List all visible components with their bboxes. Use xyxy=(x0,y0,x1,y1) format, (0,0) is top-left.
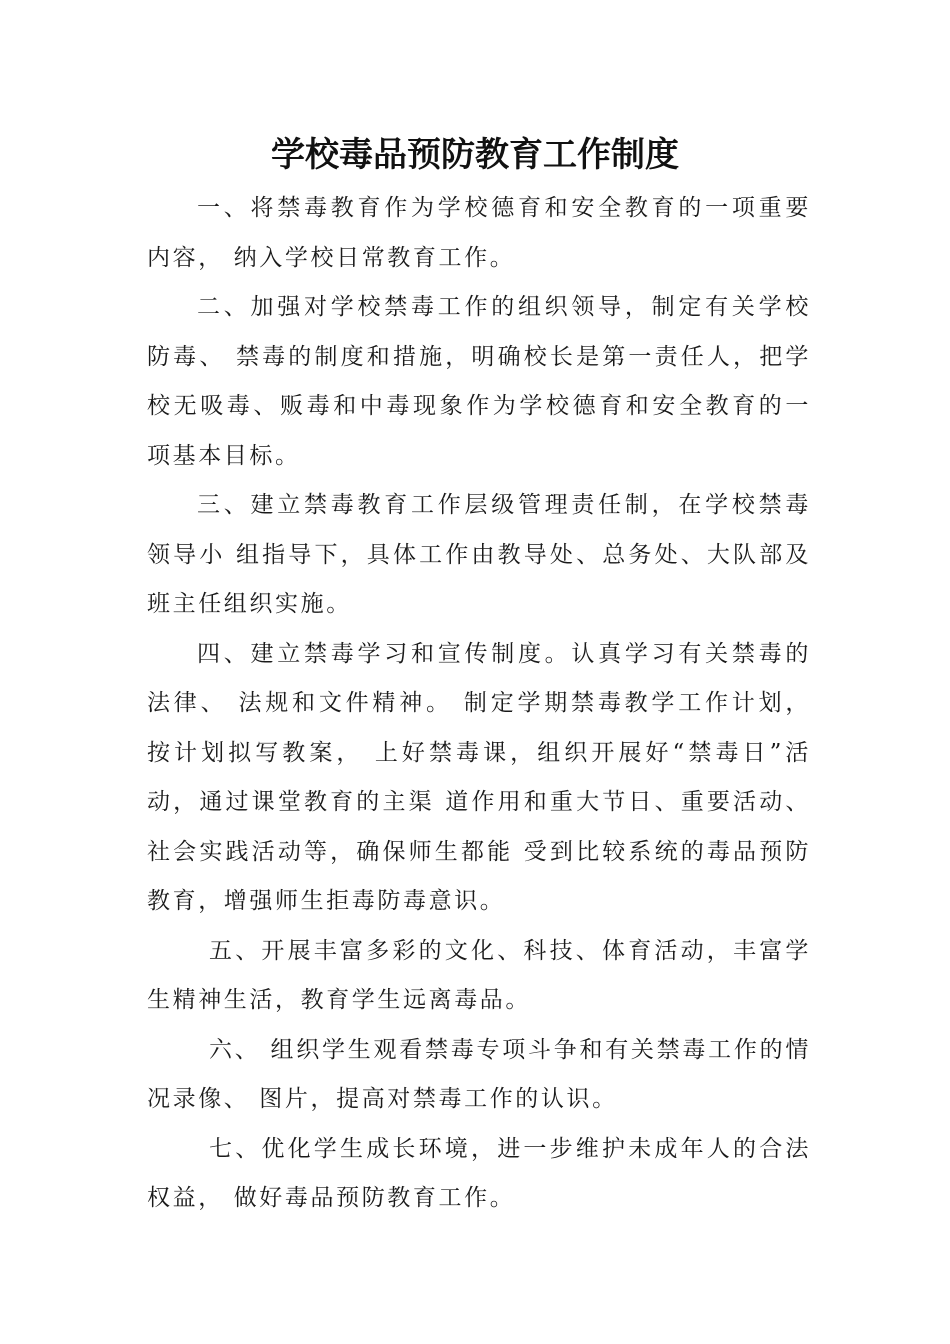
paragraph-2: 二、加强对学校禁毒工作的组织领导，制定有关学校防毒、 禁毒的制度和措施，明确校长是第一责任人，把学校无吸毒、贩毒和中毒现象作为学校德育和安全教育的一项基本目标。 xyxy=(147,294,811,469)
paragraph-1: 一、将禁毒教育作为学校德育和安全教育的一项重要内容， 纳入学校日常教育工作。 xyxy=(147,195,811,271)
paragraph-5: 五、开展丰富多彩的文化、科技、体育活动，丰富学生精神生活，教育学生远离毒品。 xyxy=(147,937,811,1013)
document-title: 学校毒品预防教育工作制度 xyxy=(271,134,679,175)
paragraph-4: 四、建立禁毒学习和宣传制度。认真学习有关禁毒的法律、 法规和文件精神。 制定学期禁毒教学工作计划， 按计划拟写教案， 上好禁毒课，组织开展好“禁毒日”活动，通过课堂教育的主渠 道作用和重大节日、重要活动、社会实践活动等，确保师生都能 受到比较系统的毒品预防教育，增强师生拒毒防毒意识。 xyxy=(147,640,811,914)
document-body xyxy=(147,184,811,1224)
paragraph-6: 六、 组织学生观看禁毒专项斗争和有关禁毒工作的情况录像、 图片，提高对禁毒工作的认识。 xyxy=(147,1036,811,1112)
paragraph-7: 七、优化学生成长环境，进一步维护未成年人的合法权益， 做好毒品预防教育工作。 xyxy=(147,1135,811,1211)
paragraph-3: 三、建立禁毒教育工作层级管理责任制，在学校禁毒领导小 组指导下，具体工作由教导处、总务处、大队部及班主任组织实施。 xyxy=(147,492,811,617)
